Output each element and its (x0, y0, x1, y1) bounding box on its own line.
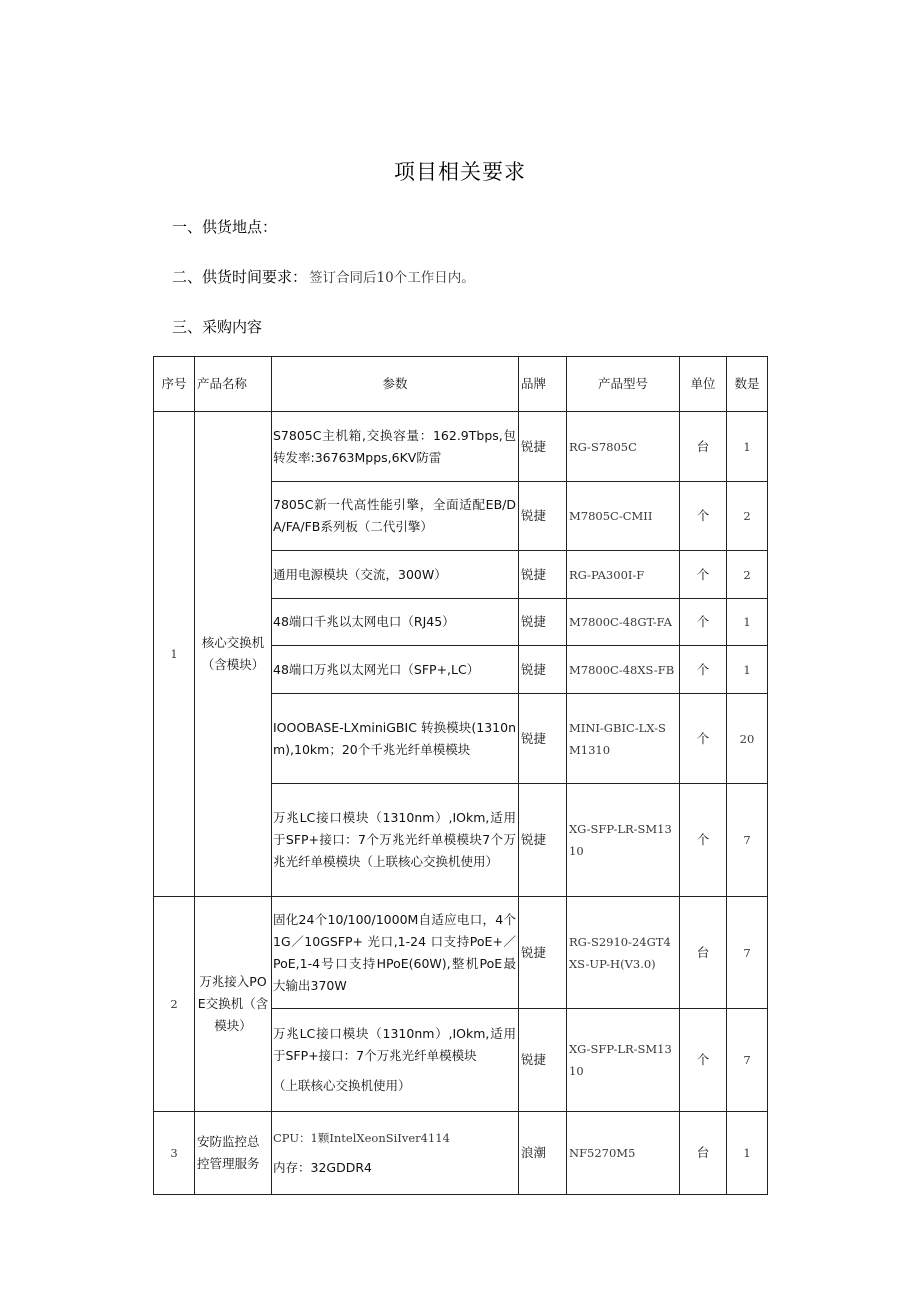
section-time-label: 二、供货时间要求： (172, 268, 308, 286)
table-row (154, 897, 768, 1009)
section-supply-location (172, 216, 277, 237)
row-param-extra: 内存：32GDDR4 (273, 1160, 372, 1175)
table-row (154, 412, 768, 482)
row-unit: 个 (680, 482, 727, 551)
row-qty: 7 (727, 784, 768, 897)
row-qty: 1 (727, 646, 768, 694)
row-model: RG-S7805C (567, 412, 680, 482)
row-brand: 锐捷 (519, 551, 567, 599)
row-brand: 锐捷 (519, 897, 567, 1009)
header-qty: 数是 (727, 357, 768, 412)
row-brand: 锐捷 (519, 646, 567, 694)
row-qty: 20 (727, 694, 768, 784)
header-model: 产品型号 (567, 357, 680, 412)
row-model: MINI-GBIC-LX-SM1310 (567, 694, 680, 784)
row-param: 7805C新一代高性能引擎，全面适配EB/DA/FA/FB系列板（二代引擎） (272, 482, 519, 551)
row-unit: 个 (680, 551, 727, 599)
row-param: 万兆LC接口模块（1310nm）,IOkm,适用于SFP+接口：7个万兆光纤单模模块7个万兆光纤单模模块（上联核心交换机使用） (272, 784, 519, 897)
header-seq: 序号 (154, 357, 195, 412)
row-param: 通用电源模块（交流，300W） (272, 551, 519, 599)
row-model: XG-SFP-LR-SM1310 (567, 1009, 680, 1112)
row-unit: 台 (680, 897, 727, 1009)
row-param: 48端口万兆以太网光口（SFP+,LC） (272, 646, 519, 694)
row-model: M7800C-48GT-FA (567, 599, 680, 646)
row-brand: 锐捷 (519, 1009, 567, 1112)
header-unit: 单位 (680, 357, 727, 412)
row-model: RG-S2910-24GT4XS-UP-H(V3.0) (567, 897, 680, 1009)
group-seq: 1 (154, 412, 195, 897)
row-brand: 锐捷 (519, 599, 567, 646)
row-param: 万兆LC接口模块（1310nm）,IOkm,适用于SFP+接口：7个万兆光纤单模模块 (273, 1026, 516, 1063)
row-qty: 1 (727, 599, 768, 646)
row-qty: 2 (727, 482, 768, 551)
row-param: 固化24个10/100/1000M自适应电口，4个 1G／10GSFP+ 光口,1-24 口支持PoE+／PoE,1-4号口支持HPoE(60W),整机PoE最大输出370W (272, 897, 519, 1009)
row-qty: 7 (727, 1009, 768, 1112)
row-param: IOOOBASE-LXminiGBIC 转换模块(1310nm),10km；20个千兆光纤单模模块 (272, 694, 519, 784)
row-brand: 锐捷 (519, 412, 567, 482)
row-unit: 个 (680, 1009, 727, 1112)
section-supply-time (172, 266, 475, 287)
row-unit: 台 (680, 1112, 727, 1195)
section-time-value: 签订合同后10个工作日内。 (309, 270, 475, 286)
procurement-table (153, 356, 768, 1195)
row-brand: 锐捷 (519, 694, 567, 784)
row-param: 48端口千兆以太网电口（RJ45） (272, 599, 519, 646)
row-model: M7805C-CMII (567, 482, 680, 551)
row-param: CPU：1颗IntelXeonSiIver4114 (273, 1131, 450, 1145)
row-brand: 浪潮 (519, 1112, 567, 1195)
table-row (154, 1112, 768, 1195)
row-qty: 2 (727, 551, 768, 599)
row-model: RG-PA300I-F (567, 551, 680, 599)
row-param-cell (272, 1009, 519, 1112)
row-unit: 个 (680, 694, 727, 784)
row-model: M7800C-48XS-FB (567, 646, 680, 694)
group-product-name: 安防监控总控管理服务 (195, 1112, 272, 1195)
row-unit: 个 (680, 599, 727, 646)
header-brand: 品牌 (519, 357, 567, 412)
section-location-label: 一、供货地点： (172, 218, 278, 236)
header-product-name: 产品名称 (195, 357, 272, 412)
row-model: NF5270M5 (567, 1112, 680, 1195)
row-param-extra: （上联核心交换机使用） (273, 1078, 411, 1093)
group-product-name: 核心交换机（含模块） (195, 412, 272, 897)
group-product-name: 万兆接入POE交换机（含模块） (195, 897, 272, 1112)
group-seq: 2 (154, 897, 195, 1112)
header-param: 参数 (272, 357, 519, 412)
row-param-cell (272, 1112, 519, 1195)
row-unit: 个 (680, 784, 727, 897)
row-unit: 个 (680, 646, 727, 694)
section-purchase-content (172, 316, 262, 337)
table-header-row (154, 357, 768, 412)
row-qty: 1 (727, 412, 768, 482)
row-param: S7805C主机箱,交换容量：162.9Tbps,包转发率:36763Mpps,6KV防雷 (272, 412, 519, 482)
row-brand: 锐捷 (519, 784, 567, 897)
group-seq: 3 (154, 1112, 195, 1195)
section-content-label: 三、采购内容 (172, 318, 263, 336)
row-qty: 7 (727, 897, 768, 1009)
row-unit: 台 (680, 412, 727, 482)
row-brand: 锐捷 (519, 482, 567, 551)
page-title: 项目相关要求 (394, 160, 526, 184)
row-qty: 1 (727, 1112, 768, 1195)
row-model: XG-SFP-LR-SM1310 (567, 784, 680, 897)
